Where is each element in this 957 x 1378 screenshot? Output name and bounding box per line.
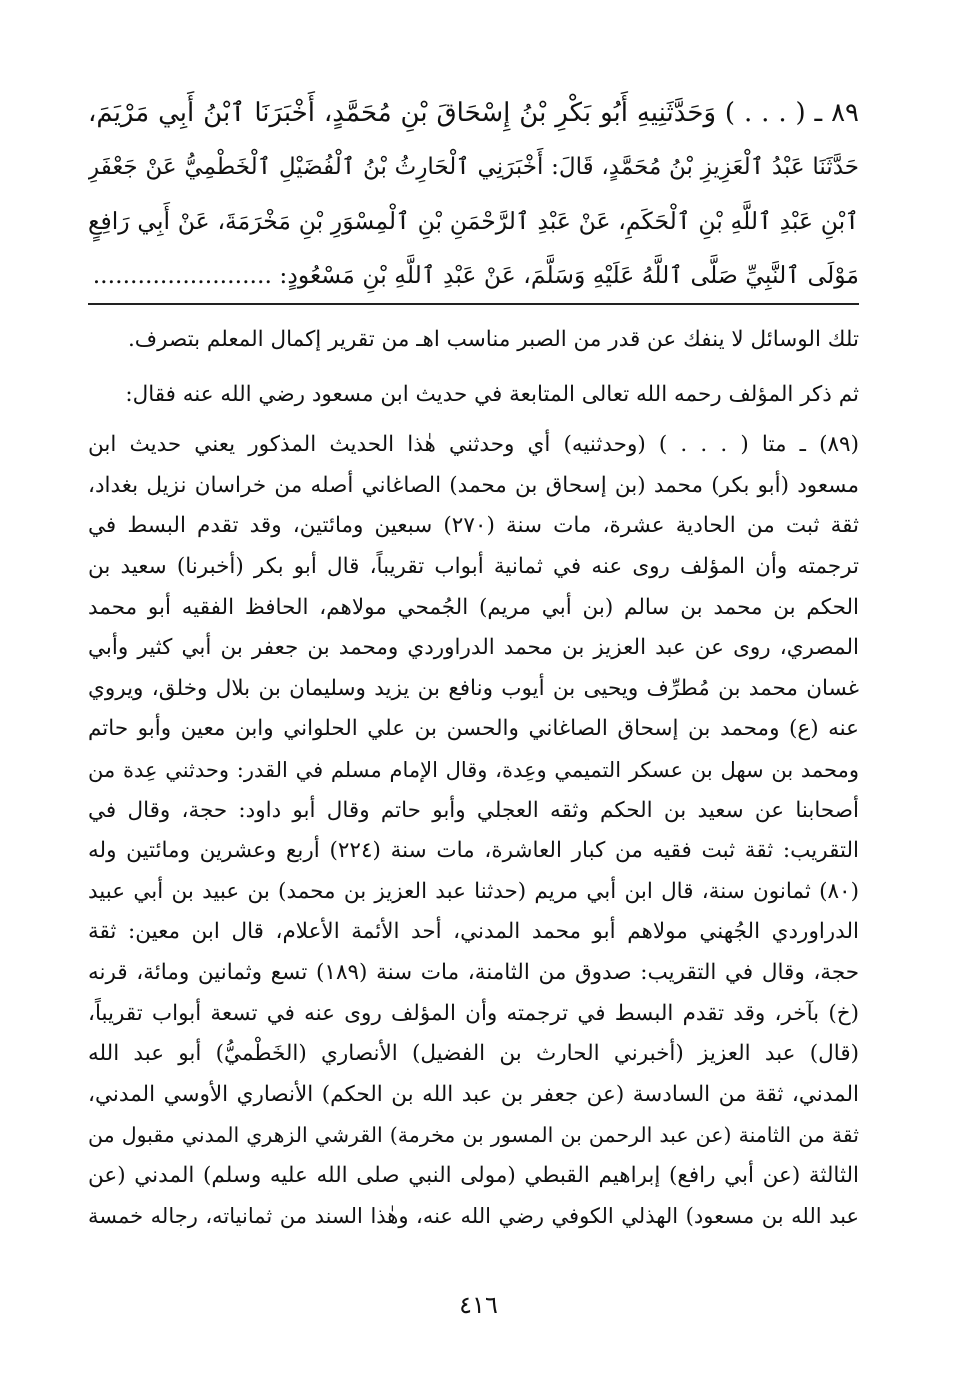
hadith-line: ٱبْنِ عَبْدِ ٱللَّهِ بْنِ ٱلْحَكَمِ، عَنْ عَبْدِ ٱلرَّحْمَنِ بْنِ ٱلْمِسْوَرِ بْنِ مَخْرَمَةَ، عَنْ أَبِي رَافِعٍ xyxy=(88,207,859,235)
hadith-line: مَوْلَى ٱلنَّبِيِّ صَلَّى ٱللَّهُ عَلَيْهِ وَسَلَّمَ، عَنْ عَبْدِ ٱللَّهِ بْنِ مَسْعُودٍ: ........................ xyxy=(92,261,859,289)
hadith-line: ٨٩ ـ ( . . . ) وَحَدَّثَنِيهِ أَبُو بَكْرِ بْنُ إِسْحَاقَ بْنِ مُحَمَّدٍ، أَخْبَرَنَا ٱبْنُ أَبِي مَرْيَمَ، xyxy=(88,98,859,128)
commentary-text xyxy=(88,320,859,1237)
commentary-line: التقريب: ثقة ثبت فقيه من كبار العاشرة، مات سنة (٢٢٤) أربع وعشرين ومائتين وله xyxy=(88,838,859,864)
commentary-line: المدني، ثقة من السادسة (عن جعفر بن عبد الله بن الحكم) الأنصاري الأوسي المدني، xyxy=(88,1081,859,1107)
commentary-line: أصحابنا عن سعيد بن الحكم وثقه العجلي وأبو حاتم وقال أبو داود: حجة، وقال في xyxy=(88,797,859,823)
commentary-line: الحكم بن محمد بن سالم (بن أبي مريم) الجُمحي مولاهم، الحافظ الفقيه أبو محمد xyxy=(88,594,859,620)
hadith-text xyxy=(88,86,859,302)
hadith-line: حَدَّثَنَا عَبْدُ ٱلْعَزِيزِ بْنُ مُحَمَّدٍ، قَالَ: أَخْبَرَنِي ٱلْحَارِثُ بْنُ ٱلْفُضَيْلِ ٱلْخَطْمِيُّ عَنْ جَعْفَرِ xyxy=(88,154,859,180)
commentary-line: ثقة من الثامنة (عن عبد الرحمن بن المسور بن مخرمة) القرشي الزهري المدني مقبول من xyxy=(88,1123,859,1148)
commentary-line: (٨٠) ثمانون سنة، قال ابن أبي مريم (حدثنا عبد العزيز بن محمد) بن عبيد بن أبي عبيد xyxy=(88,878,859,904)
commentary-line: ثقة ثبت من الحادية عشرة، مات سنة (٢٧٠) سبعين ومائتين، وقد تقدم البسط في xyxy=(88,513,859,539)
commentary-line: الدراوردي الجُهني مولاهم أبو محمد المدني، أحد الأئمة الأعلام، قال ابن معين: ثقة xyxy=(88,919,859,945)
commentary-line: ترجمته وأن المؤلف روى عنه في ثمانية أبواب تقريباً، قال أبو بكر (أخبرنا) سعيد بن xyxy=(88,553,859,579)
commentary-line: الثالثة (عن أبي رافع) إبراهيم القبطي (مولى النبي صلى الله عليه وسلم) المدني (عن xyxy=(88,1162,859,1188)
commentary-line: حجة، وقال في التقريب: صدوق من الثامنة، مات سنة (١٨٩) تسع وثمانين ومائة، قرنه xyxy=(88,959,859,985)
page-number: ٤١٦ xyxy=(459,1291,498,1319)
commentary-line: تلك الوسائل لا ينفك عن قدر من الصبر مناسب اهـ من تقرير إكمال المعلم بتصرف. xyxy=(127,327,859,352)
commentary-line: عبد الله بن مسعود) الهذلي الكوفي رضي الله عنه، وهٰذا السند من ثمانياته، رجاله خمسة xyxy=(88,1204,859,1229)
separator-rule xyxy=(88,303,859,305)
commentary-line: (٨٩) ـ متا ( . . . ) (وحدثنيه) أي وحدثني هٰذا الحديث المذكور يعني حديث ابن xyxy=(88,432,859,458)
commentary-line: المصري، روى عن عبد العزيز بن محمد الدراوردي ومحمد بن جعفر بن أبي كثير وأبي xyxy=(88,635,859,661)
commentary-line: ثم ذكر المؤلف رحمه الله تعالى المتابعة في حديث ابن مسعود رضي الله عنه فقال: xyxy=(125,381,859,407)
commentary-line: مسعود (أبو بكر) محمد (بن إسحاق بن محمد) الصاغاني أصله من خراسان نزيل بغداد، xyxy=(88,472,859,498)
commentary-line: غسان محمد بن مُطرِّف ويحيى بن أيوب ونافع بن يزيد وسليمان بن بلال وخلق، ويروي xyxy=(88,675,859,701)
commentary-line: (خ) بآخر، وقد تقدم البسط في ترجمته وأن المؤلف روى عنه في تسعة أبواب تقريباً، xyxy=(88,1000,859,1026)
commentary-line: ومحمد بن سهل بن عسكر التميمي وعِدة، وقال الإمام مسلم في القدر: وحدثني عِدة من xyxy=(88,757,859,782)
commentary-line: عنه (ع) ومحمد بن إسحاق الصاغاني والحسن بن علي الحلواني وابن معين وأبو حاتم xyxy=(88,716,859,742)
commentary-line: (قال) عبد العزيز (أخبرني الحارث بن الفضيل) الأنصاري (الخَطْميُّ) أبو عبد الله xyxy=(88,1041,859,1067)
